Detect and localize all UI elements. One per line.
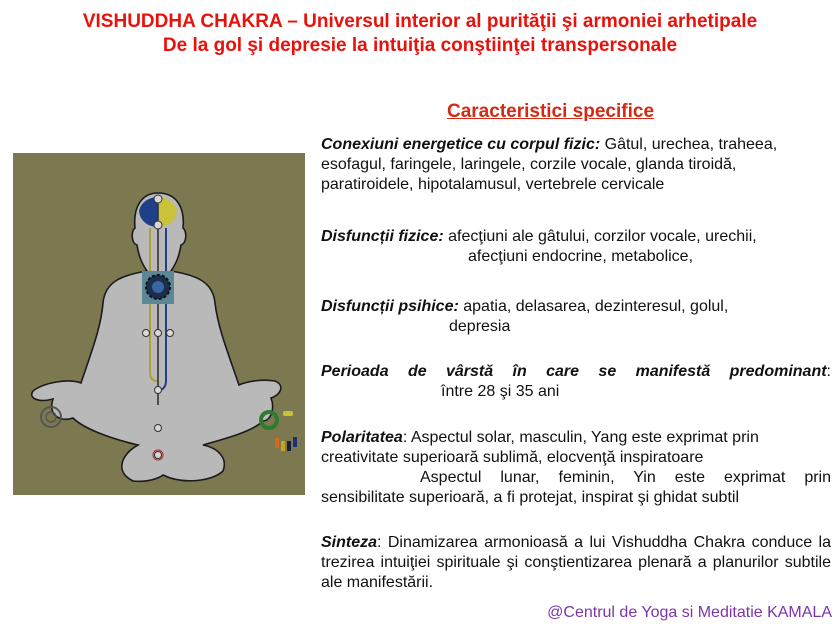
item-text-continued: între 28 şi 35 ani: [441, 383, 560, 400]
item-physical-dysfunctions: [321, 227, 831, 267]
credit-footer: @Centrul de Yoga si Meditatie KAMALA: [547, 604, 832, 621]
page-title: VISHUDDHA CHAKRA – Universul interior al purităţii şi armoniei arhetipale: [82, 11, 758, 32]
item-text-continued: depresia: [449, 318, 511, 335]
page-subtitle: De la gol şi depresie la intuiţia conştiinţei transpersonale: [162, 35, 678, 56]
item-text: afecţiuni ale gâtului, corzilor vocale, urechii,: [443, 228, 757, 245]
item-energetic-connections: [321, 135, 831, 195]
item-text: : Aspectul solar, masculin, Yang este exprimat prin creativitate superioară sublimă, elocvenţă inspiratoare: [321, 429, 759, 466]
item-synthesis: [321, 533, 831, 593]
item-label: Perioada de vârstă în care se manifestă predominant: [321, 363, 827, 380]
item-polarity: [321, 428, 831, 508]
item-text: Gâtul, urechea, traheea, esofagul, faringele, laringele, corzile vocale, glanda tiroidă, paratiroidele, hipotalamusul, vertebrele cervicale: [321, 136, 778, 193]
item-label: Disfuncții fizice:: [321, 228, 444, 245]
item-text: apatia, delasarea, dezinteresul, golul,: [458, 298, 729, 315]
item-colon: :: [826, 363, 831, 380]
item-label: Polaritatea: [321, 429, 403, 446]
item-text-continued: Aspectul lunar, feminin, Yin este exprimat prin sensibilitate superioară, a fi protejat, inspirat şi ghidat subtil: [321, 469, 831, 506]
item-text-continued: afecţiuni endocrine, metabolice,: [468, 248, 694, 265]
item-age-period: [321, 362, 831, 402]
item-label: Conexiuni energetice cu corpul fizic:: [321, 136, 601, 153]
item-label: Disfuncții psihice:: [321, 298, 459, 315]
item-text: : Dinamizarea armonioasă a lui Vishuddha Chakra conduce la trezirea intuiţiei spirituale şi conştientizarea plenară a planurilor subtile ale manifestării.: [321, 534, 831, 591]
section-heading: Caracteristici specifice: [447, 101, 655, 122]
item-label: Sinteza: [321, 534, 378, 551]
meditation-figure-image: [13, 153, 305, 495]
item-psychic-dysfunctions: [321, 297, 831, 337]
